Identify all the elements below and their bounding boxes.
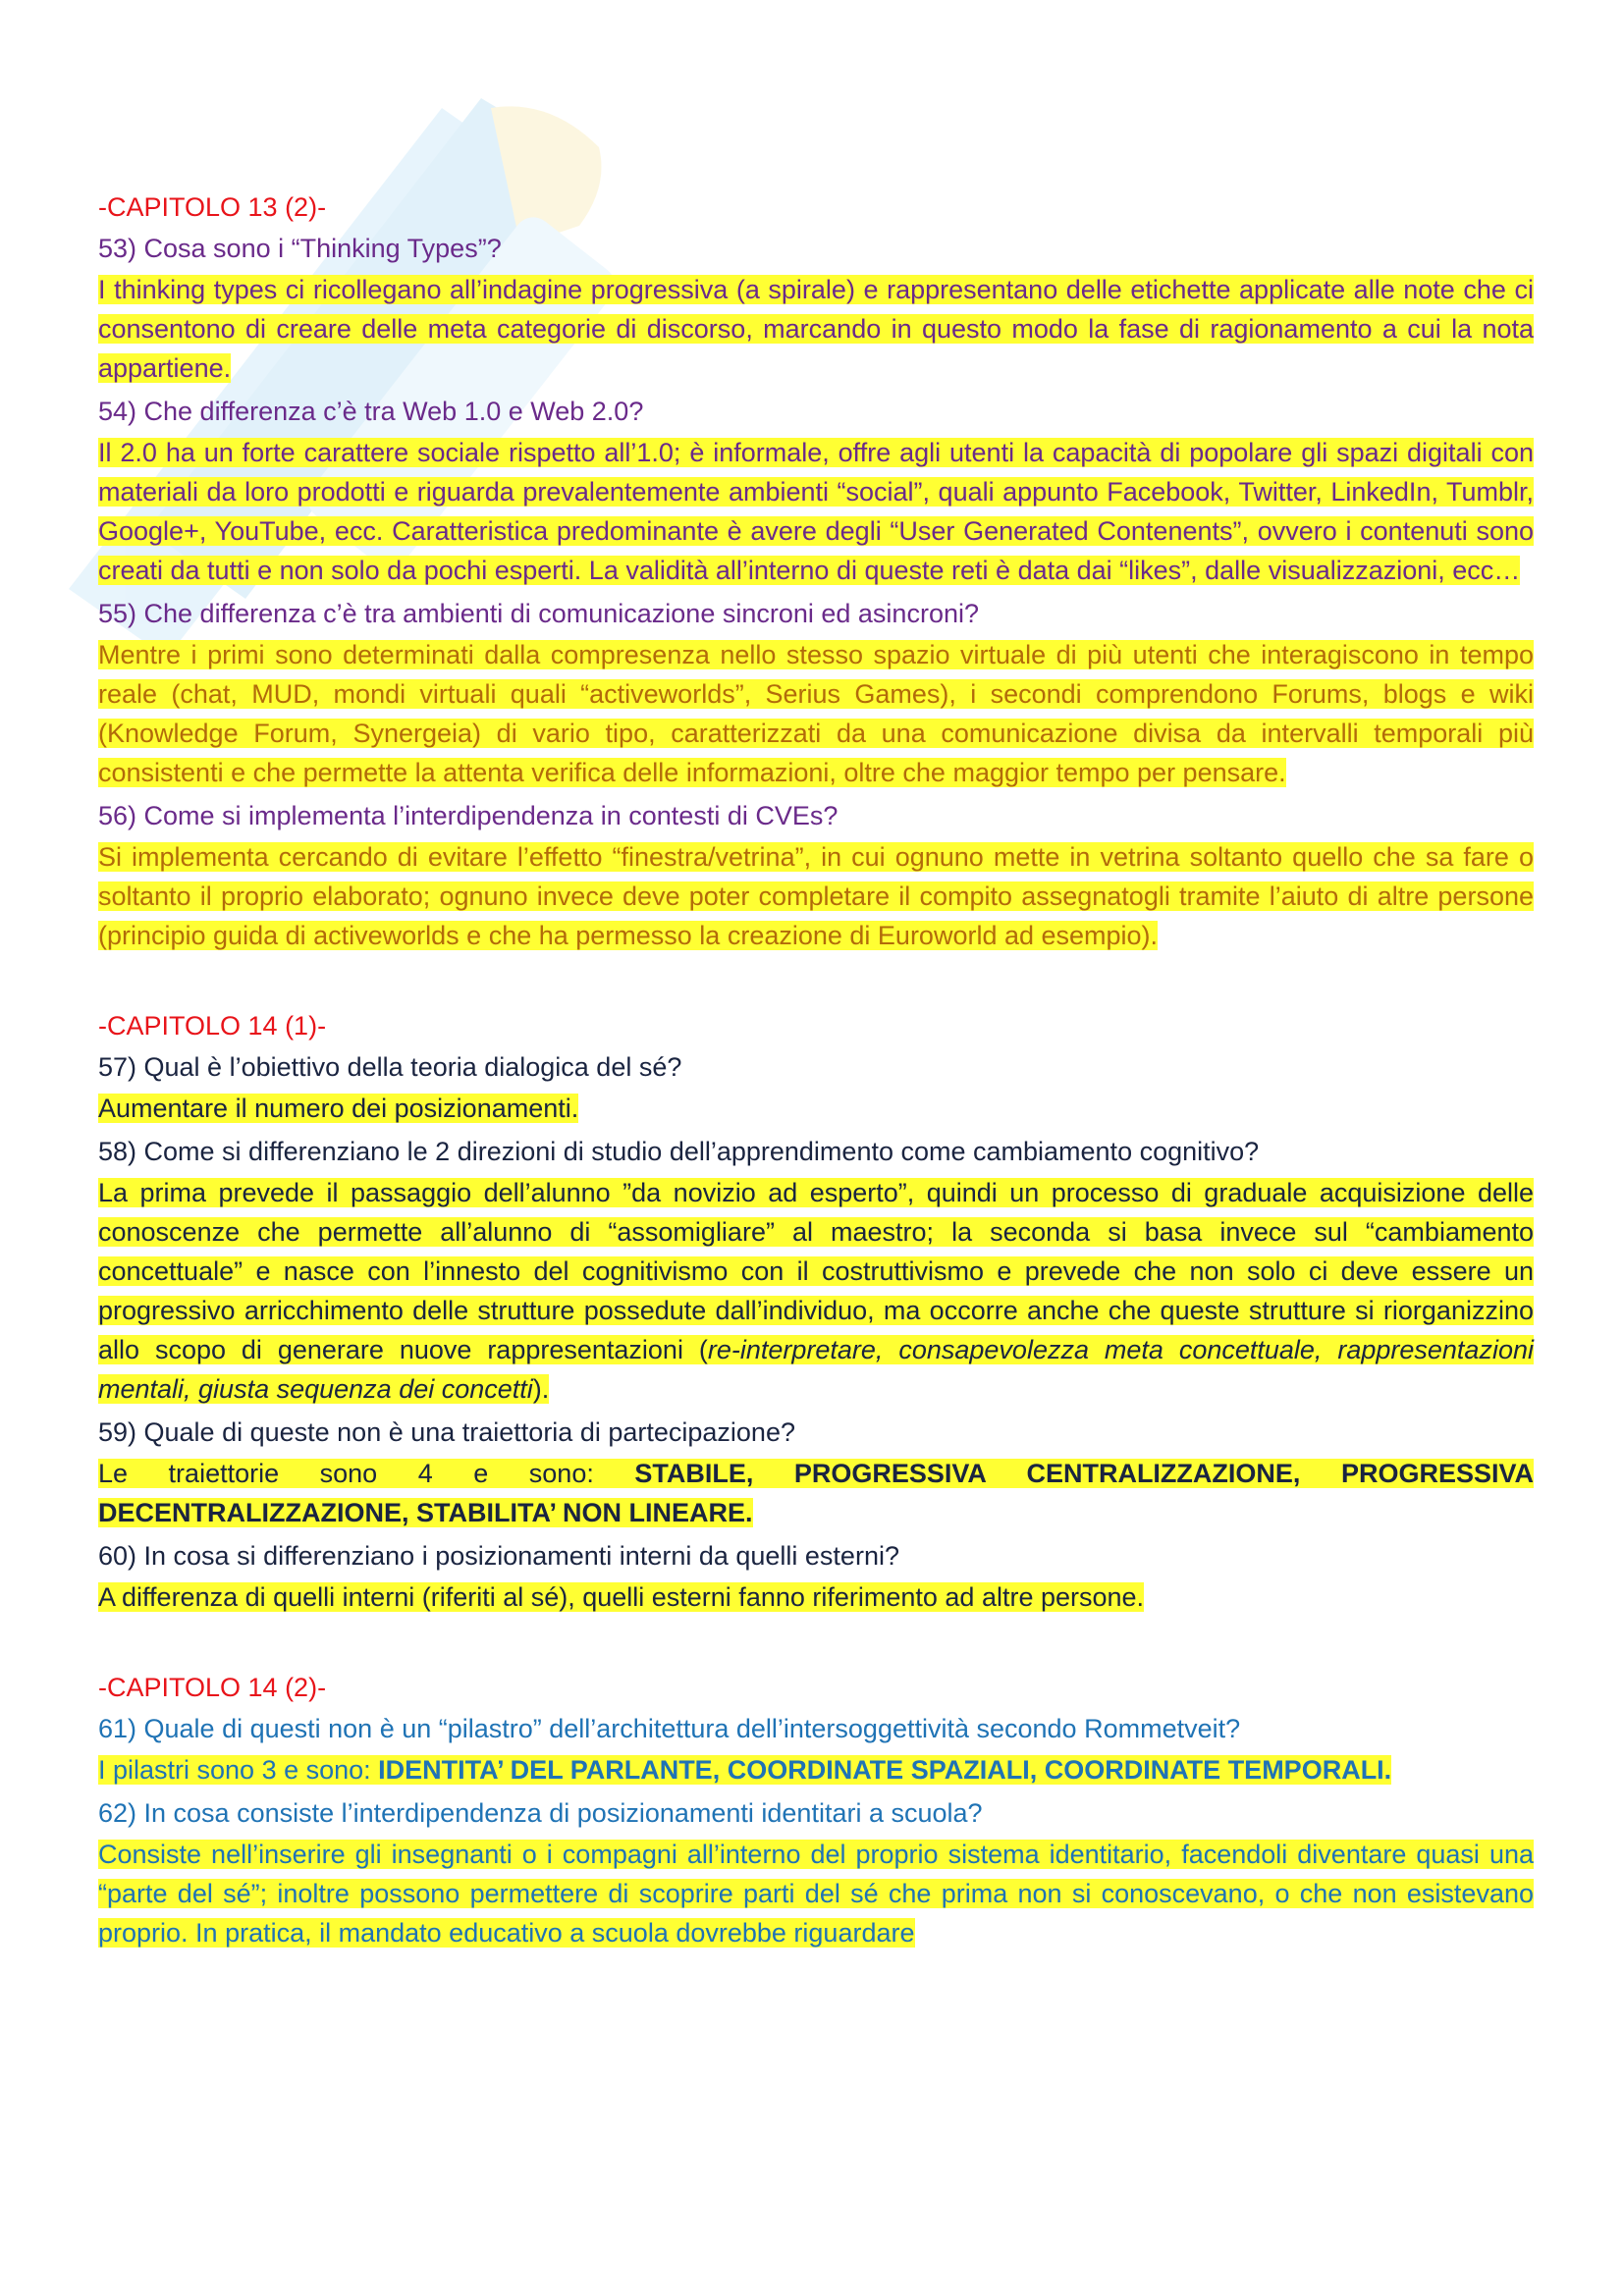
answer-text: Si implementa cercando di evitare l’effetto “finestra/vetrina”, in cui ognuno mette in vetrina soltanto quello che sa fare o soltanto il proprio elaborato; ognuno invece deve poter completare il compito assegnatogli tramite l’aiuto di altre persone (principio guida di activeworlds e che ha permesso la creazione di Euroworld ad esempio). <box>98 842 1534 950</box>
answer-text-end: ). <box>532 1374 550 1404</box>
answer <box>98 1173 1534 1409</box>
answer-text-main: La prima prevede il passaggio dell’alunno ”da novizio ad esperto”, quindi un processo di graduale acquisizione delle conoscenze che permette all’alunno di “assomigliare” al maestro; la seconda si basa invece sul “cambiamento concettuale” e nasce con l’innesto del cognitivismo con il costruttivismo e prevede che non solo ci deve essere un progressivo arricchimento delle strutture possedute dall’individuo, ma occorre anche che queste strutture si riorganizzino allo scopo di generare nuove rappresentazioni ( <box>98 1178 1534 1364</box>
answer-text: Aumentare il numero dei posizionamenti. <box>98 1094 579 1123</box>
answer-text <box>98 1459 1534 1527</box>
answer-text-main: Le traiettorie sono 4 e sono: <box>98 1459 635 1488</box>
question: 61) Quale di questi non è un “pilastro” dell’architettura dell’intersoggettività secondo Rommetveit? <box>98 1714 1241 1743</box>
question: 57) Qual è l’obiettivo della teoria dialogica del sé? <box>98 1052 682 1082</box>
question: 59) Quale di queste non è una traiettoria di partecipazione? <box>98 1417 795 1447</box>
section-gap <box>98 1621 1534 1668</box>
answer <box>98 837 1534 955</box>
answer-text: Mentre i primi sono determinati dalla compresenza nello stesso spazio virtuale di più utenti che interagiscono in tempo reale (chat, MUD, mondi virtuali quali “activeworlds”, Serius Games), i secondi comprendono Forums, blogs e wiki (Knowledge Forum, Synergeia) di vario tipo, caratterizzati da una comunicazione divisa da intervalli temporali più consistenti e che permette la attenta verifica delle informazioni, oltre che maggior tempo per pensare. <box>98 640 1534 787</box>
answer-text: I thinking types ci ricollegano all’indagine progressiva (a spirale) e rappresentano delle etichette applicate alle note che ci consentono di creare delle meta categorie di discorso, marcando in questo modo la fase di ragionamento a cui la nota appartiene. <box>98 275 1534 383</box>
section-gap <box>98 959 1534 1006</box>
answer-text: A differenza di quelli interni (riferiti al sé), quelli esterni fanno riferimento ad altre persone. <box>98 1582 1145 1612</box>
answer <box>98 1750 1534 1789</box>
answer <box>98 635 1534 792</box>
answer <box>98 433 1534 590</box>
answer-text: Il 2.0 ha un forte carattere sociale rispetto all’1.0; è informale, offre agli utenti la capacità di popolare gli spazi digitali con materiali da loro prodotti e riguarda prevalentemente ambienti “social”, quali appunto Facebook, Twitter, LinkedIn, Tumblr, Google+, YouTube, ecc. Caratteristica predominante è avere degli “User Generated Contenents”, ovvero i contenuti sono creati da tutti e non solo da pochi esperti. La validità all’interno di queste reti è data dai “likes”, dalle visualizzazioni, ecc… <box>98 438 1534 585</box>
question: 53) Cosa sono i “Thinking Types”? <box>98 234 502 263</box>
answer-text-main: I pilastri sono 3 e sono: <box>98 1755 379 1785</box>
question: 62) In cosa consiste l’interdipendenza di posizionamenti identitari a scuola? <box>98 1798 983 1828</box>
question: 58) Come si differenziano le 2 direzioni di studio dell’apprendimento come cambiamento cognitivo? <box>98 1137 1260 1166</box>
answer-text <box>98 1755 1391 1785</box>
answer-text: Consiste nell’inserire gli insegnanti o i compagni all’interno del proprio sistema identitario, facendoli diventare quasi una “parte del sé”; inoltre possono permettere di scoprire parti del sé che prima non si conoscevano, o che non esistevano proprio. In pratica, il mandato educativo a scuola dovrebbe riguardare <box>98 1840 1534 1948</box>
chapter-heading: -CAPITOLO 14 (2)- <box>98 1673 327 1702</box>
answer <box>98 1089 1534 1128</box>
question: 56) Come si implementa l’interdipendenza in contesti di CVEs? <box>98 801 839 830</box>
answer <box>98 270 1534 388</box>
document-page <box>98 187 1534 1956</box>
answer <box>98 1454 1534 1532</box>
answer-text-bold: IDENTITA’ DEL PARLANTE, COORDINATE SPAZIALI, COORDINATE TEMPORALI. <box>378 1755 1392 1785</box>
answer-text <box>98 1178 1534 1404</box>
answer-text-bold: STABILE, PROGRESSIVA CENTRALIZZAZIONE, PROGRESSIVA DECENTRALIZZAZIONE, STABILITA’ NON LINEARE. <box>98 1459 1534 1527</box>
answer-text-italic: re-interpretare, consapevolezza meta concettuale, rappresentazioni mentali, giusta sequenza dei concetti <box>98 1335 1534 1404</box>
question: 54) Che differenza c’è tra Web 1.0 e Web 2.0? <box>98 397 644 426</box>
chapter-heading: -CAPITOLO 14 (1)- <box>98 1011 327 1041</box>
answer <box>98 1835 1534 1952</box>
answer <box>98 1577 1534 1617</box>
question: 60) In cosa si differenziano i posizionamenti interni da quelli esterni? <box>98 1541 899 1571</box>
question: 55) Che differenza c’è tra ambienti di comunicazione sincroni ed asincroni? <box>98 599 979 628</box>
chapter-heading: -CAPITOLO 13 (2)- <box>98 192 327 222</box>
